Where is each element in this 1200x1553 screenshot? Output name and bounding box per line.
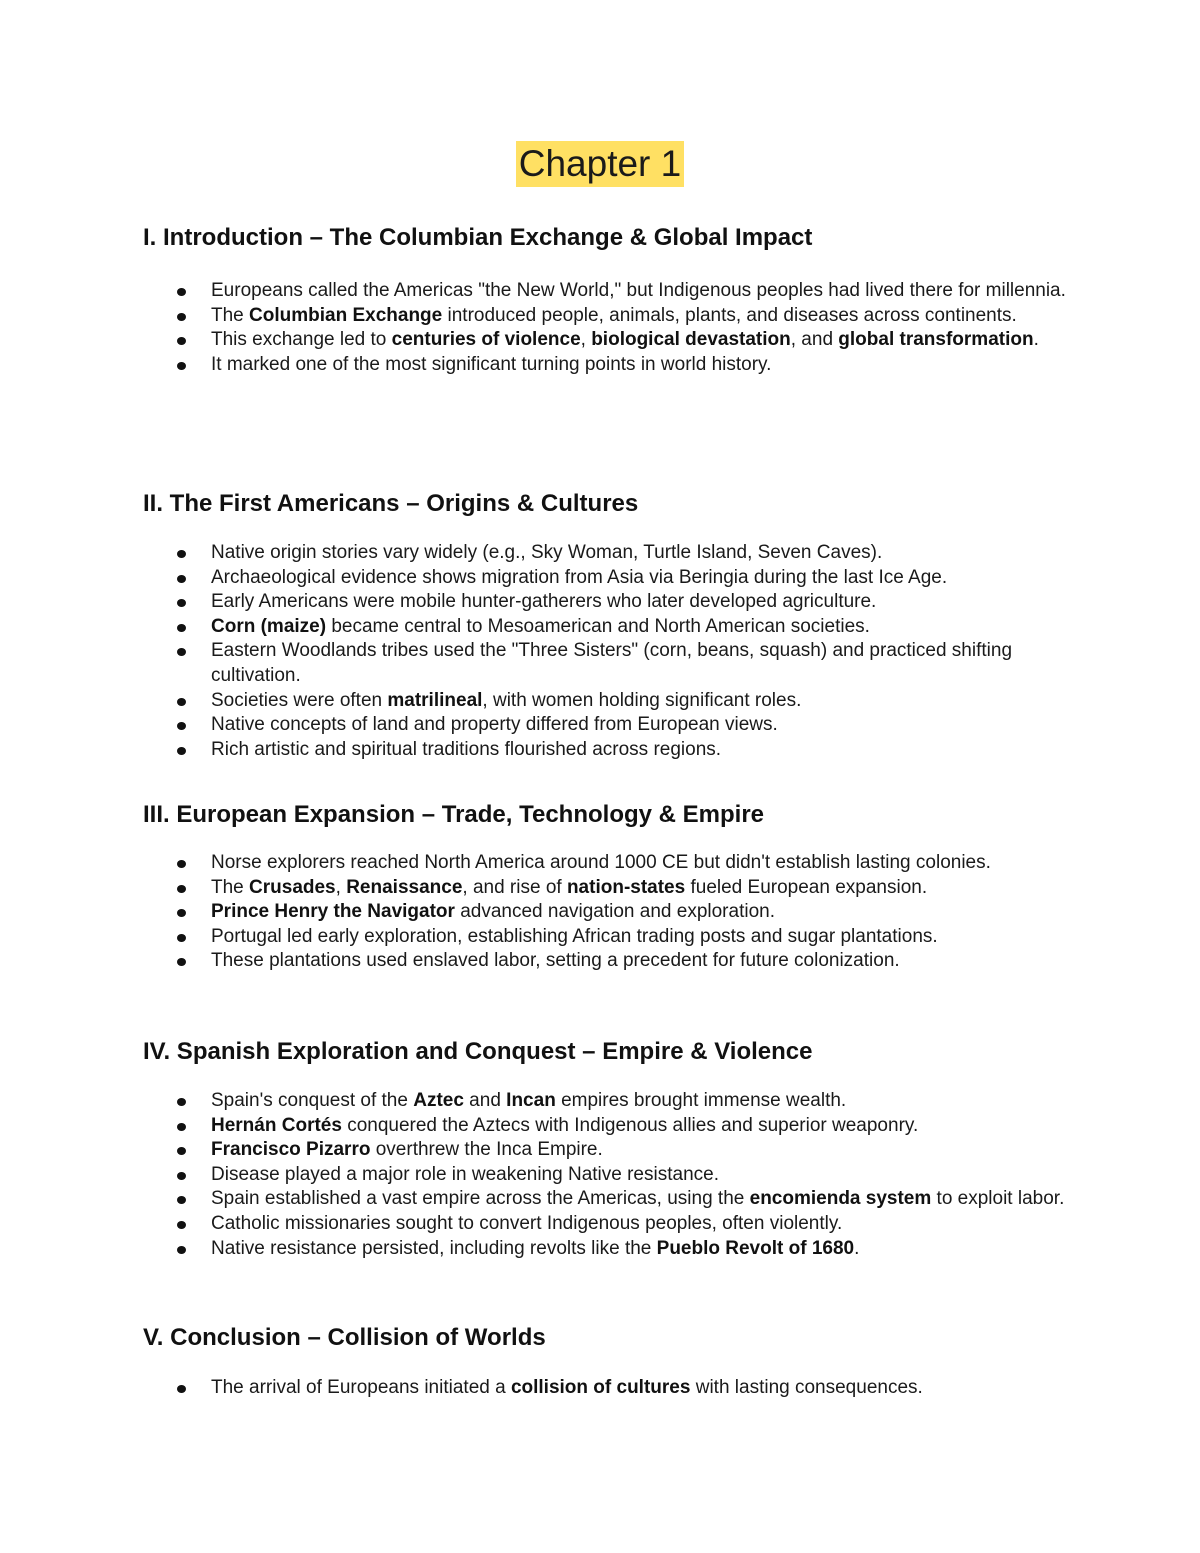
text-run: Eastern Woodlands tribes used the "Three Sisters" (corn, beans, squash) and practiced shifting cultivation. (211, 640, 1013, 686)
list-item (143, 1237, 1073, 1262)
list-item (143, 615, 1073, 640)
text-run: introduced people, animals, plants, and diseases across continents. (442, 304, 1017, 326)
bold-text: centuries of violence (391, 329, 581, 351)
bullet-icon (177, 958, 186, 966)
bullet-list (143, 279, 1073, 377)
text-run: , and rise of (462, 876, 567, 898)
bold-text: biological devastation (591, 329, 791, 351)
list-item (143, 900, 1073, 925)
bullet-icon (177, 550, 186, 558)
text-run: . (1033, 329, 1039, 351)
text-run: Native concepts of land and property differed from European views. (211, 714, 778, 736)
list-item (143, 566, 1073, 591)
bullet-icon (177, 1246, 186, 1254)
bullet-icon (177, 1196, 186, 1204)
bold-text: global transformation (838, 329, 1034, 351)
bold-text: matrilineal (387, 689, 483, 711)
list-item (143, 1138, 1073, 1163)
text-run: The (211, 304, 250, 326)
text-run: conquered the Aztecs with Indigenous allies and superior weaponry. (341, 1114, 919, 1136)
text-run: with lasting consequences. (690, 1377, 923, 1398)
list-item (143, 279, 1073, 304)
section-heading: I. Introduction – The Columbian Exchange & Global Impact (143, 224, 813, 251)
list-item (143, 713, 1073, 738)
bullet-icon (177, 313, 186, 321)
list-item (143, 541, 1073, 566)
list-item (143, 738, 1073, 763)
bold-text: collision of cultures (510, 1377, 691, 1398)
list-item (143, 876, 1073, 901)
bullet-icon (177, 599, 186, 607)
text-run: to exploit labor. (931, 1188, 1065, 1210)
section-heading: IV. Spanish Exploration and Conquest – Empire & Violence (143, 1038, 813, 1065)
bullet-icon (177, 648, 186, 656)
text-run: These plantations used enslaved labor, setting a precedent for future colonization. (211, 950, 900, 972)
text-run: The arrival of Europeans initiated a (211, 1377, 511, 1398)
bold-text: Hernán Cortés (211, 1114, 342, 1136)
bullet-icon (177, 909, 186, 917)
text-run: Catholic missionaries sought to convert Indigenous peoples, often violently. (211, 1212, 843, 1234)
bullet-icon (177, 934, 186, 942)
bold-text: encomienda system (749, 1188, 932, 1210)
bullet-icon (177, 624, 186, 632)
list-item (143, 1212, 1073, 1237)
bold-text: Corn (maize) (211, 615, 327, 637)
list-item (143, 925, 1073, 950)
list-item (143, 304, 1073, 329)
text-run: and (463, 1090, 507, 1111)
text-run: , with women holding significant roles. (482, 689, 802, 711)
bold-text: Crusades (249, 876, 336, 898)
bullet-list (143, 1376, 1073, 1401)
section-1 (143, 223, 1073, 377)
list-item (143, 639, 1073, 688)
text-run: Europeans called the Americas "the New World," but Indigenous peoples had lived there for millennia. (211, 280, 1066, 301)
text-run: fueled European expansion. (685, 876, 928, 898)
bullet-icon (177, 362, 186, 370)
bold-text: nation-states (566, 876, 686, 898)
section-5 (143, 1323, 1073, 1401)
text-run: Rich artistic and spiritual traditions flourished across regions. (211, 738, 722, 760)
list-item (143, 1089, 1073, 1114)
section-3 (143, 800, 1073, 974)
text-run: empires brought immense wealth. (555, 1090, 847, 1111)
bold-text: Columbian Exchange (249, 304, 443, 326)
text-run: The (211, 876, 250, 898)
text-run: , (335, 876, 347, 898)
bullet-icon (177, 1221, 186, 1229)
bullet-icon (177, 1098, 186, 1106)
bold-text: Pueblo Revolt of 1680 (656, 1237, 855, 1259)
bullet-icon (177, 1385, 186, 1393)
bullet-icon (177, 885, 186, 893)
bullet-icon (177, 288, 186, 296)
list-item (143, 328, 1073, 353)
text-run: Portugal led early exploration, establishing African trading posts and sugar plantations. (211, 925, 938, 947)
text-run: Spain established a vast empire across the Americas, using the (211, 1188, 750, 1210)
text-run: This exchange led to (211, 329, 392, 351)
list-item (143, 590, 1073, 615)
bullet-list (143, 541, 1073, 762)
list-item (143, 1163, 1073, 1188)
bullet-list (143, 851, 1073, 974)
list-item (143, 1187, 1073, 1212)
text-run: Native origin stories vary widely (e.g., Sky Woman, Turtle Island, Seven Caves). (211, 542, 883, 563)
section-heading: III. European Expansion – Trade, Technology & Empire (143, 801, 765, 828)
list-item (143, 1114, 1073, 1139)
bullet-icon (177, 747, 186, 755)
bullet-icon (177, 337, 186, 345)
text-run: became central to Mesoamerican and North American societies. (326, 615, 870, 637)
section-heading: V. Conclusion – Collision of Worlds (143, 1324, 546, 1351)
bullet-icon (177, 1123, 186, 1131)
list-item (143, 689, 1073, 714)
bold-text: Incan (506, 1090, 556, 1111)
bold-text: Francisco Pizarro (211, 1139, 371, 1161)
text-run: Norse explorers reached North America around 1000 CE but didn't establish lasting colonies. (211, 852, 991, 873)
list-item (143, 353, 1073, 378)
section-4 (143, 1037, 1073, 1261)
section-heading: II. The First Americans – Origins & Cultures (143, 490, 639, 517)
page-title: Chapter 1 (516, 141, 685, 187)
text-run: Native resistance persisted, including revolts like the (211, 1237, 657, 1259)
text-run: It marked one of the most significant turning points in world history. (211, 353, 772, 375)
text-run: Spain's conquest of the (211, 1090, 414, 1111)
text-run: overthrew the Inca Empire. (370, 1139, 603, 1161)
text-run: , and (790, 329, 839, 351)
section-2 (143, 489, 1073, 762)
text-run: advanced navigation and exploration. (454, 901, 775, 923)
bold-text: Aztec (413, 1090, 464, 1111)
bold-text: Renaissance (346, 876, 463, 898)
bullet-icon (177, 1172, 186, 1180)
list-item (143, 1376, 1073, 1401)
text-run: Early Americans were mobile hunter-gatherers who later developed agriculture. (211, 591, 877, 613)
bold-text: Prince Henry the Navigator (211, 901, 455, 923)
title-wrap (0, 141, 1200, 187)
text-run: Societies were often (211, 689, 388, 711)
list-item (143, 851, 1073, 876)
bullet-list (143, 1089, 1073, 1261)
text-run: Disease played a major role in weakening Native resistance. (211, 1163, 719, 1185)
bullet-icon (177, 575, 186, 583)
text-run: Archaeological evidence shows migration from Asia via Beringia during the last Ice Age. (211, 566, 948, 588)
bullet-icon (177, 860, 186, 868)
bullet-icon (177, 698, 186, 706)
text-run: , (580, 329, 592, 351)
bullet-icon (177, 1147, 186, 1155)
list-item (143, 949, 1073, 974)
bullet-icon (177, 722, 186, 730)
text-run: . (854, 1237, 860, 1259)
